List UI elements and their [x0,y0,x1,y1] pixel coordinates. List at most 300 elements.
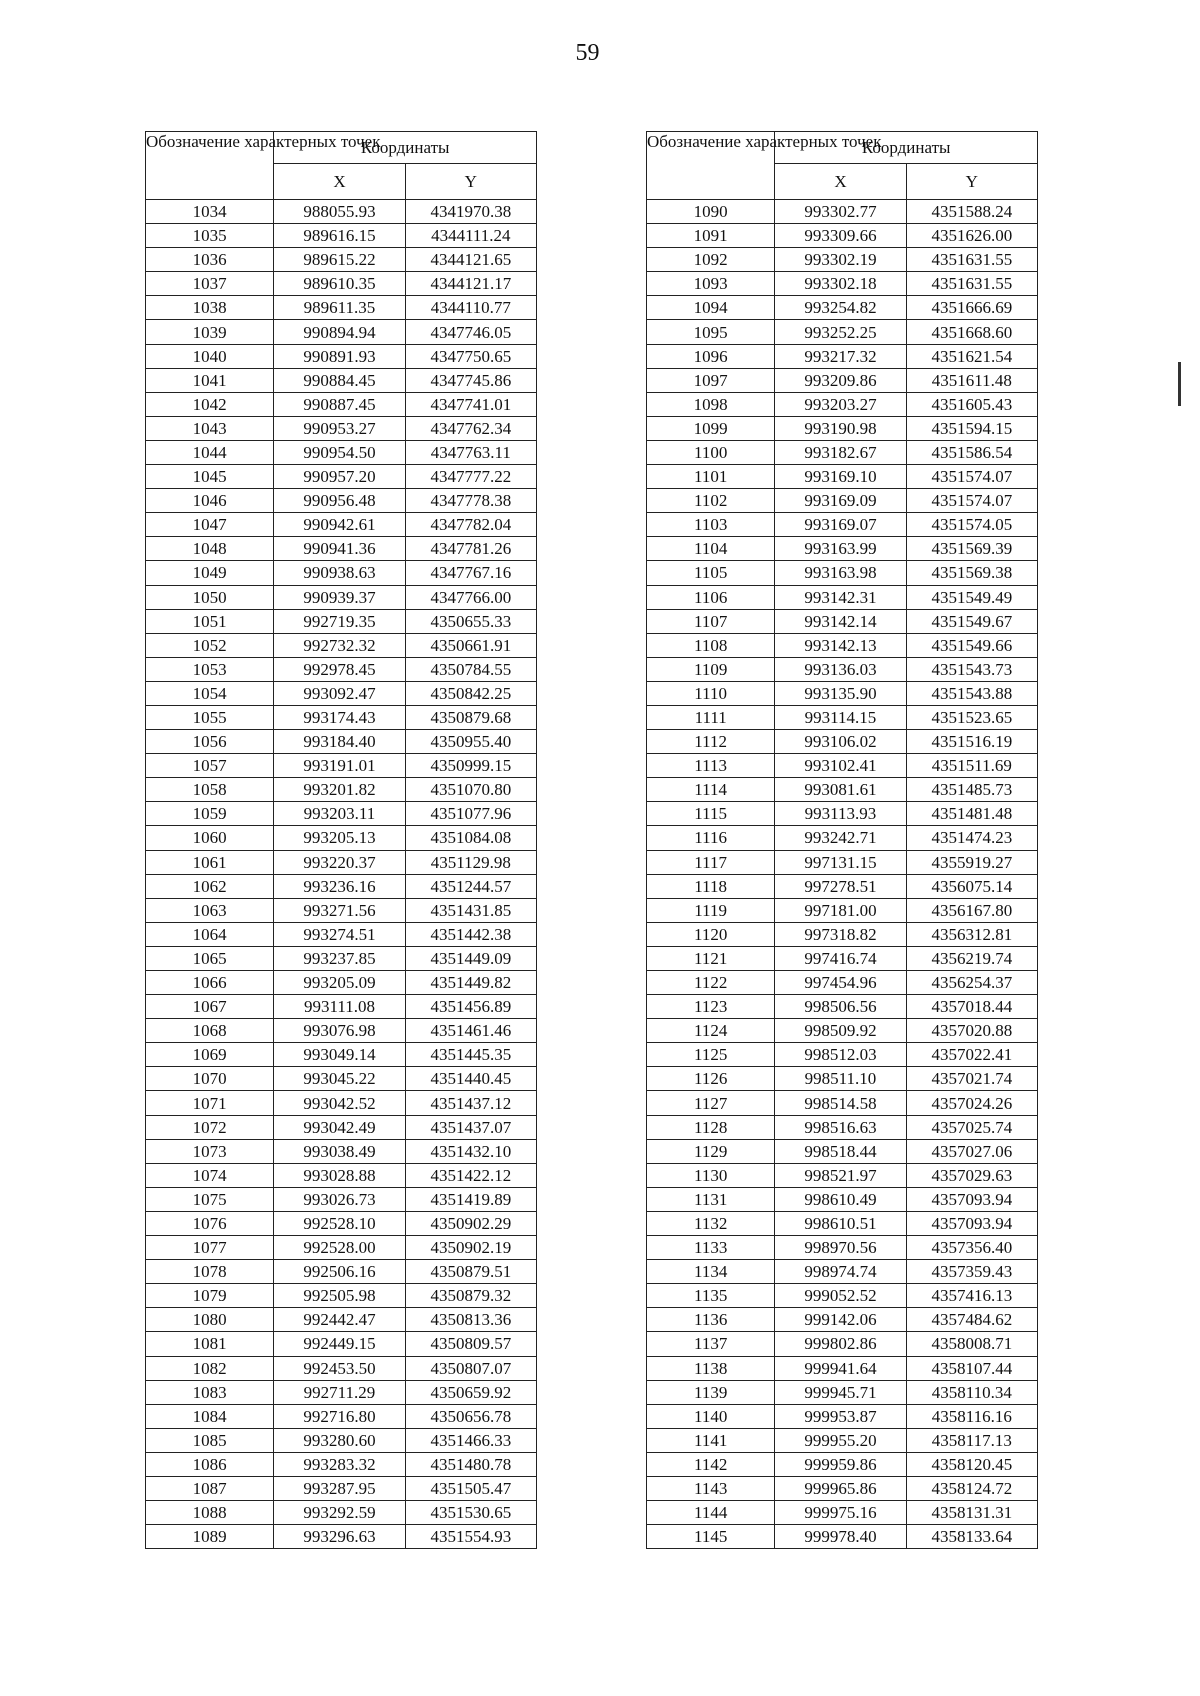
table-row [647,1043,1038,1067]
point-id-cell: 1045 [146,465,274,489]
table-row [146,1404,537,1428]
table-row [146,224,537,248]
point-id-cell: 1052 [146,633,274,657]
y-cell: 4351668.60 [906,320,1037,344]
table-row [647,537,1038,561]
x-cell: 993242.71 [775,826,906,850]
point-id-cell: 1136 [647,1308,775,1332]
point-id-cell: 1134 [647,1260,775,1284]
table-row [146,1501,537,1525]
y-cell: 4351516.19 [906,730,1037,754]
y-cell: 4351442.38 [405,922,536,946]
y-cell: 4350813.36 [405,1308,536,1332]
y-cell: 4358116.16 [906,1404,1037,1428]
y-cell: 4347741.01 [405,392,536,416]
point-id-cell: 1127 [647,1091,775,1115]
x-cell: 999975.16 [775,1501,906,1525]
x-cell: 997278.51 [775,874,906,898]
table-row [146,1525,537,1549]
table-row [647,946,1038,970]
y-cell: 4344121.17 [405,272,536,296]
y-cell: 4351449.09 [405,946,536,970]
y-cell: 4351431.85 [405,898,536,922]
x-cell: 993203.11 [274,802,405,826]
y-cell: 4351605.43 [906,392,1037,416]
header-coordinates: Координаты [274,132,537,164]
table-row [647,1308,1038,1332]
point-id-cell: 1105 [647,561,775,585]
table-body-left [146,200,537,1549]
point-id-cell: 1130 [647,1163,775,1187]
y-cell: 4347750.65 [405,344,536,368]
table-row [647,272,1038,296]
point-id-cell: 1075 [146,1187,274,1211]
x-cell: 997181.00 [775,898,906,922]
point-id-cell: 1113 [647,754,775,778]
table-row [146,995,537,1019]
x-cell: 993292.59 [274,1501,405,1525]
x-cell: 997131.15 [775,850,906,874]
point-id-cell: 1034 [146,200,274,224]
point-id-cell: 1144 [647,1501,775,1525]
table-row [647,200,1038,224]
point-id-cell: 1096 [647,344,775,368]
table-row [647,1139,1038,1163]
y-cell: 4350655.33 [405,609,536,633]
point-id-cell: 1071 [146,1091,274,1115]
x-cell: 993252.25 [775,320,906,344]
y-cell: 4347778.38 [405,489,536,513]
x-cell: 993237.85 [274,946,405,970]
point-id-cell: 1056 [146,730,274,754]
x-cell: 997416.74 [775,946,906,970]
table-row [647,416,1038,440]
y-cell: 4351084.08 [405,826,536,850]
y-cell: 4356312.81 [906,922,1037,946]
x-cell: 992453.50 [274,1356,405,1380]
y-cell: 4350784.55 [405,657,536,681]
table-row [647,898,1038,922]
y-cell: 4350659.92 [405,1380,536,1404]
x-cell: 993163.99 [775,537,906,561]
x-cell: 999945.71 [775,1380,906,1404]
x-cell: 999142.06 [775,1308,906,1332]
table-row [146,1236,537,1260]
x-cell: 993283.32 [274,1452,405,1476]
point-id-cell: 1042 [146,392,274,416]
point-id-cell: 1044 [146,440,274,464]
x-cell: 993174.43 [274,705,405,729]
point-id-cell: 1140 [647,1404,775,1428]
x-cell: 993236.16 [274,874,405,898]
y-cell: 4341970.38 [405,200,536,224]
y-cell: 4351611.48 [906,368,1037,392]
y-cell: 4351422.12 [405,1163,536,1187]
y-cell: 4358117.13 [906,1428,1037,1452]
point-id-cell: 1038 [146,296,274,320]
x-cell: 993182.67 [775,440,906,464]
x-cell: 992505.98 [274,1284,405,1308]
point-id-cell: 1141 [647,1428,775,1452]
point-id-cell: 1132 [647,1211,775,1235]
x-cell: 993287.95 [274,1476,405,1500]
table-row [647,561,1038,585]
y-cell: 4357356.40 [906,1236,1037,1260]
point-id-cell: 1035 [146,224,274,248]
table-row [146,1260,537,1284]
table-row [146,850,537,874]
point-id-cell: 1063 [146,898,274,922]
header-x: X [274,164,405,200]
point-id-cell: 1121 [647,946,775,970]
x-cell: 992442.47 [274,1308,405,1332]
point-id-cell: 1088 [146,1501,274,1525]
table-row [146,296,537,320]
x-cell: 993184.40 [274,730,405,754]
x-cell: 993038.49 [274,1139,405,1163]
x-cell: 993049.14 [274,1043,405,1067]
point-id-cell: 1081 [146,1332,274,1356]
y-cell: 4347745.86 [405,368,536,392]
y-cell: 4356167.80 [906,898,1037,922]
y-cell: 4351554.93 [405,1525,536,1549]
point-id-cell: 1041 [146,368,274,392]
y-cell: 4350902.29 [405,1211,536,1235]
y-cell: 4351466.33 [405,1428,536,1452]
point-id-cell: 1066 [146,971,274,995]
point-id-cell: 1062 [146,874,274,898]
point-id-cell: 1092 [647,248,775,272]
table-row [146,1115,537,1139]
x-cell: 993045.22 [274,1067,405,1091]
point-id-cell: 1106 [647,585,775,609]
point-id-cell: 1048 [146,537,274,561]
point-id-cell: 1137 [647,1332,775,1356]
coordinates-table-left [145,131,537,1549]
point-id-cell: 1055 [146,705,274,729]
y-cell: 4350879.68 [405,705,536,729]
table-row [146,320,537,344]
y-cell: 4351070.80 [405,778,536,802]
x-cell: 998509.92 [775,1019,906,1043]
y-cell: 4357021.74 [906,1067,1037,1091]
table-row [647,874,1038,898]
point-id-cell: 1108 [647,633,775,657]
point-id-cell: 1068 [146,1019,274,1043]
y-cell: 4347763.11 [405,440,536,464]
point-id-cell: 1072 [146,1115,274,1139]
point-id-cell: 1069 [146,1043,274,1067]
y-cell: 4355919.27 [906,850,1037,874]
y-cell: 4351530.65 [405,1501,536,1525]
y-cell: 4351549.49 [906,585,1037,609]
header-designation: Обозначение характерных точек [146,132,274,200]
table-row [146,272,537,296]
table-row [647,609,1038,633]
table-row [146,1284,537,1308]
y-cell: 4357093.94 [906,1187,1037,1211]
x-cell: 990957.20 [274,465,405,489]
table-row [647,1163,1038,1187]
y-cell: 4351480.78 [405,1452,536,1476]
y-cell: 4357022.41 [906,1043,1037,1067]
x-cell: 993163.98 [775,561,906,585]
point-id-cell: 1091 [647,224,775,248]
y-cell: 4351621.54 [906,344,1037,368]
table-row [146,465,537,489]
y-cell: 4351574.07 [906,465,1037,489]
x-cell: 993201.82 [274,778,405,802]
y-cell: 4351129.98 [405,850,536,874]
table-row [647,1525,1038,1549]
point-id-cell: 1046 [146,489,274,513]
table-row [647,1067,1038,1091]
point-id-cell: 1124 [647,1019,775,1043]
y-cell: 4358131.31 [906,1501,1037,1525]
x-cell: 993296.63 [274,1525,405,1549]
table-row [146,1476,537,1500]
x-cell: 992978.45 [274,657,405,681]
x-cell: 993135.90 [775,681,906,705]
point-id-cell: 1139 [647,1380,775,1404]
table-row [146,754,537,778]
table-row [146,778,537,802]
y-cell: 4351588.24 [906,200,1037,224]
header-coordinates: Координаты [775,132,1038,164]
x-cell: 993169.10 [775,465,906,489]
x-cell: 990939.37 [274,585,405,609]
y-cell: 4351549.67 [906,609,1037,633]
table-row [647,1452,1038,1476]
y-cell: 4347781.26 [405,537,536,561]
page-number: 59 [575,40,600,66]
x-cell: 992528.00 [274,1236,405,1260]
y-cell: 4344111.24 [405,224,536,248]
table-row [647,754,1038,778]
y-cell: 4358133.64 [906,1525,1037,1549]
y-cell: 4351481.48 [906,802,1037,826]
point-id-cell: 1089 [146,1525,274,1549]
y-cell: 4351586.54 [906,440,1037,464]
y-cell: 4351666.69 [906,296,1037,320]
table-row [647,657,1038,681]
x-cell: 997454.96 [775,971,906,995]
table-row [647,1380,1038,1404]
x-cell: 993209.86 [775,368,906,392]
y-cell: 4351505.47 [405,1476,536,1500]
table-row [647,296,1038,320]
x-cell: 993302.77 [775,200,906,224]
table-row [647,465,1038,489]
x-cell: 993190.98 [775,416,906,440]
point-id-cell: 1076 [146,1211,274,1235]
x-cell: 993028.88 [274,1163,405,1187]
point-id-cell: 1037 [146,272,274,296]
x-cell: 993254.82 [775,296,906,320]
x-cell: 997318.82 [775,922,906,946]
table-row [647,1236,1038,1260]
point-id-cell: 1094 [647,296,775,320]
point-id-cell: 1102 [647,489,775,513]
table-row [647,1428,1038,1452]
y-cell: 4351626.00 [906,224,1037,248]
y-cell: 4347767.16 [405,561,536,585]
y-cell: 4351569.39 [906,537,1037,561]
point-id-cell: 1135 [647,1284,775,1308]
point-id-cell: 1111 [647,705,775,729]
point-id-cell: 1128 [647,1115,775,1139]
table-row [146,1211,537,1235]
x-cell: 992506.16 [274,1260,405,1284]
x-cell: 990894.94 [274,320,405,344]
point-id-cell: 1084 [146,1404,274,1428]
table-row [146,1067,537,1091]
table-row [647,1187,1038,1211]
y-cell: 4351574.07 [906,489,1037,513]
point-id-cell: 1110 [647,681,775,705]
x-cell: 998974.74 [775,1260,906,1284]
table-row [647,1260,1038,1284]
x-cell: 990953.27 [274,416,405,440]
table-row [146,1091,537,1115]
x-cell: 999953.87 [775,1404,906,1428]
table-row [647,440,1038,464]
table-row [146,609,537,633]
y-cell: 4347777.22 [405,465,536,489]
point-id-cell: 1125 [647,1043,775,1067]
table-row [146,248,537,272]
y-cell: 4357029.63 [906,1163,1037,1187]
y-cell: 4350879.32 [405,1284,536,1308]
x-cell: 992711.29 [274,1380,405,1404]
y-cell: 4358120.45 [906,1452,1037,1476]
point-id-cell: 1047 [146,513,274,537]
y-cell: 4356075.14 [906,874,1037,898]
scan-mark [1178,362,1181,406]
table-row [146,1043,537,1067]
table-row [647,1404,1038,1428]
x-cell: 999978.40 [775,1525,906,1549]
y-cell: 4351419.89 [405,1187,536,1211]
y-cell: 4351437.07 [405,1115,536,1139]
point-id-cell: 1099 [647,416,775,440]
point-id-cell: 1107 [647,609,775,633]
x-cell: 989610.35 [274,272,405,296]
y-cell: 4351523.65 [906,705,1037,729]
point-id-cell: 1053 [146,657,274,681]
y-cell: 4350656.78 [405,1404,536,1428]
table-row [647,1211,1038,1235]
point-id-cell: 1061 [146,850,274,874]
y-cell: 4357416.13 [906,1284,1037,1308]
y-cell: 4357024.26 [906,1091,1037,1115]
point-id-cell: 1040 [146,344,274,368]
table-row [146,922,537,946]
x-cell: 993205.09 [274,971,405,995]
x-cell: 993042.52 [274,1091,405,1115]
table-row [146,537,537,561]
point-id-cell: 1109 [647,657,775,681]
point-id-cell: 1116 [647,826,775,850]
point-id-cell: 1065 [146,946,274,970]
y-cell: 4358008.71 [906,1332,1037,1356]
table-row [647,368,1038,392]
y-cell: 4356254.37 [906,971,1037,995]
point-id-cell: 1143 [647,1476,775,1500]
x-cell: 993280.60 [274,1428,405,1452]
point-id-cell: 1112 [647,730,775,754]
y-cell: 4351511.69 [906,754,1037,778]
point-id-cell: 1095 [647,320,775,344]
y-cell: 4351449.82 [405,971,536,995]
table-row [647,730,1038,754]
table-row [647,224,1038,248]
point-id-cell: 1100 [647,440,775,464]
y-cell: 4351569.38 [906,561,1037,585]
y-cell: 4351474.23 [906,826,1037,850]
y-cell: 4351440.45 [405,1067,536,1091]
table-row [647,1115,1038,1139]
x-cell: 993217.32 [775,344,906,368]
x-cell: 993169.07 [775,513,906,537]
point-id-cell: 1070 [146,1067,274,1091]
x-cell: 993274.51 [274,922,405,946]
table-row [647,513,1038,537]
y-cell: 4351631.55 [906,272,1037,296]
x-cell: 993169.09 [775,489,906,513]
y-cell: 4344110.77 [405,296,536,320]
x-cell: 990941.36 [274,537,405,561]
x-cell: 998512.03 [775,1043,906,1067]
x-cell: 990884.45 [274,368,405,392]
table-row [146,368,537,392]
x-cell: 993111.08 [274,995,405,1019]
y-cell: 4351077.96 [405,802,536,826]
table-row [647,633,1038,657]
point-id-cell: 1126 [647,1067,775,1091]
table-row [647,344,1038,368]
table-row [146,1452,537,1476]
table-row [146,1356,537,1380]
table-row [647,778,1038,802]
point-id-cell: 1129 [647,1139,775,1163]
point-id-cell: 1077 [146,1236,274,1260]
y-cell: 4351549.66 [906,633,1037,657]
x-cell: 998516.63 [775,1115,906,1139]
table-row [647,1091,1038,1115]
point-id-cell: 1114 [647,778,775,802]
point-id-cell: 1039 [146,320,274,344]
y-cell: 4351543.73 [906,657,1037,681]
table-row [146,705,537,729]
table-row [146,561,537,585]
x-cell: 989616.15 [274,224,405,248]
table-row [647,489,1038,513]
x-cell: 993142.13 [775,633,906,657]
point-id-cell: 1087 [146,1476,274,1500]
point-id-cell: 1115 [647,802,775,826]
point-id-cell: 1079 [146,1284,274,1308]
x-cell: 999959.86 [775,1452,906,1476]
point-id-cell: 1067 [146,995,274,1019]
table-row [146,440,537,464]
point-id-cell: 1101 [647,465,775,489]
point-id-cell: 1097 [647,368,775,392]
point-id-cell: 1043 [146,416,274,440]
y-cell: 4350999.15 [405,754,536,778]
table-row [146,1139,537,1163]
y-cell: 4350842.25 [405,681,536,705]
